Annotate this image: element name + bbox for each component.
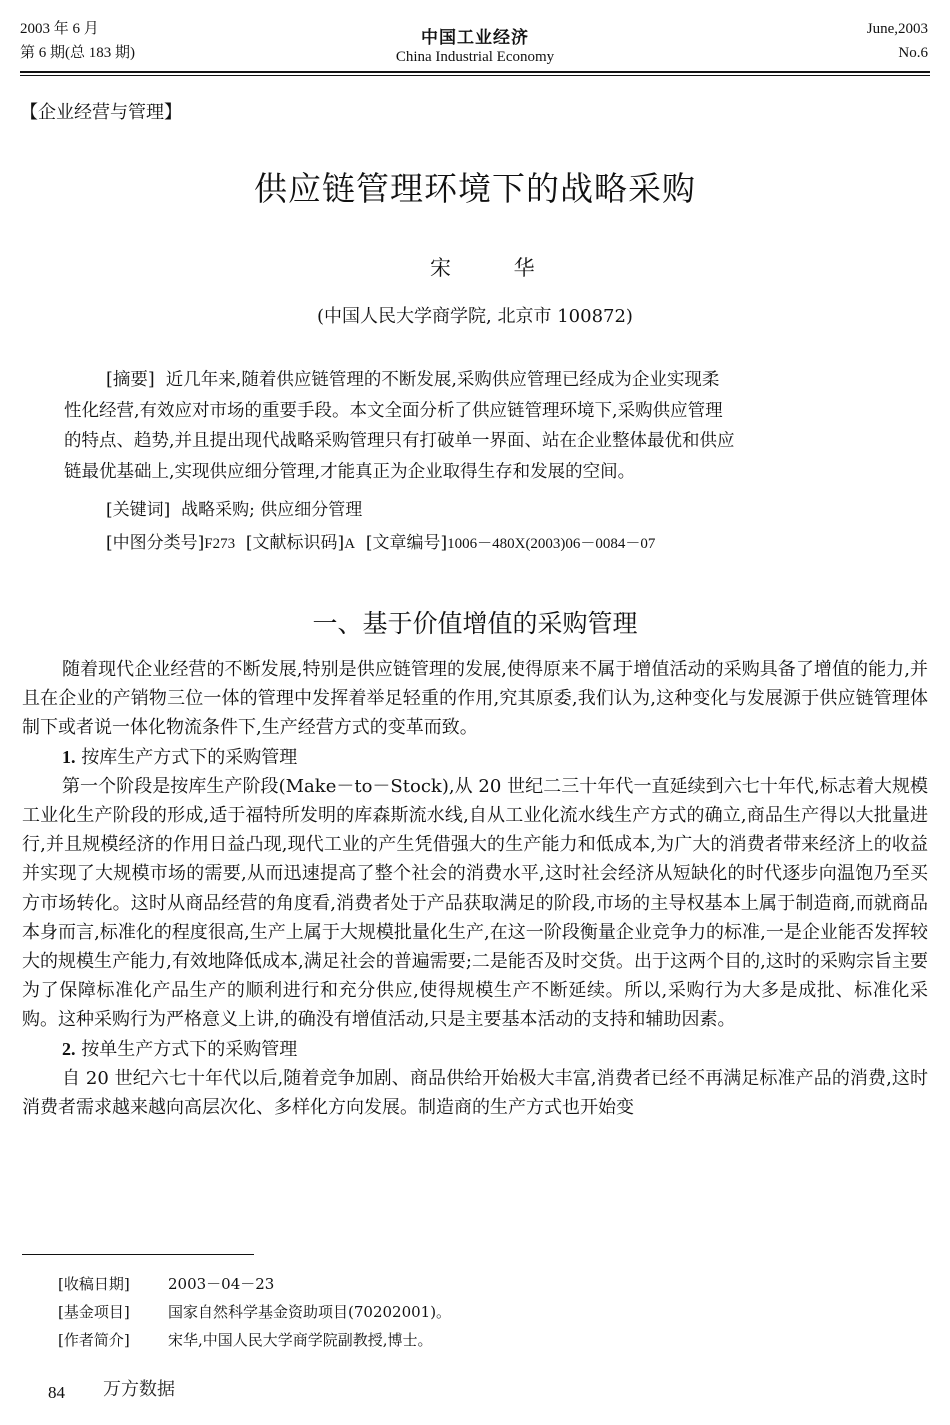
page-number: 84	[48, 1383, 65, 1402]
column-label: 【企业经营与管理】	[20, 102, 182, 123]
classification-line	[106, 528, 655, 559]
header-issue-cn: 第 6 期(总 183 期)	[20, 45, 135, 61]
footnote-label: [基金项目]	[58, 1303, 130, 1321]
body-paragraph: 随着现代企业经营的不断发展,特别是供应链管理的发展,使得原来不属于增值活动的采购具备了增值的能力,并且在企业的产销物三位一体的管理中发挥着举足轻重的作用,究其原委,我们认为,这种变化与发展源于供应链管理体制下或者说一体化物流条件下,生产经营方式的变革而致。	[22, 659, 928, 739]
clc-label: [中图分类号]	[106, 533, 205, 553]
footnote-text: 2003－04－23	[168, 1275, 275, 1293]
subsection-title: 按单生产方式下的采购管理	[81, 1038, 298, 1060]
author-name: 宋 华	[430, 256, 563, 280]
article-number: 1006－480X(2003)06－0084－07	[447, 536, 656, 552]
doc-code-label: [文献标识码]	[245, 533, 345, 553]
footnote-label: [作者简介]	[58, 1331, 130, 1349]
body-paragraph: 第一个阶段是按库生产阶段(Make－to－Stock),从 20 世纪二三十年代一直延续到六七十年代,标志着大规模工业化生产阶段的形成,适于福特所发明的库森斯流水线,自从工业化流水线生产方式的确立,商品生产得以大批量进行,并且规模经济的作用日益凸现,现代工业的产生凭借强大的生产能力和低成本,为广大的消费者带来经济上的收益并实现了大规模市场的需要,从而迅速提高了整个社会的消费水平,这时社会经济从短缺化的时代逐步向温饱乃至买方市场转化。这时从商品经营的角度看,消费者处于产品获取满足的阶段,市场的主导权基本上属于制造商,而就商品本身而言,标准化的程度很高,生产上属于大规模批量化生产,在这一阶段衡量企业竞争力的标准,一是企业能否发挥较大的规模生产能力,有效地降低成本,满足社会的普遍需要;二是能否及时交货。出于这两个目的,这时的采购宗旨主要为了保障标准化产品生产的顺利进行和充分供应,使得规模生产不断延续。所以,采购行为大多是成批、标准化采购。这种采购行为严格意义上讲,的确没有增值活动,只是主要基本活动的支持和辅助因素。	[22, 775, 928, 1031]
section-title: 一、基于价值增值的采购管理	[312, 609, 638, 638]
footnote-text: 宋华,中国人民大学商学院副教授,博士。	[168, 1331, 433, 1349]
header-date-en: June,2003	[866, 21, 928, 37]
journal-name-en: China Industrial Economy	[395, 49, 555, 65]
keywords	[106, 495, 362, 525]
header-date-cn: 2003 年 6 月	[20, 21, 99, 37]
footnote-funding	[58, 1298, 451, 1326]
subsection-number: 2.	[62, 1038, 76, 1059]
footnotes	[58, 1270, 451, 1354]
footnote-rule	[22, 1254, 254, 1255]
header-issue-en: No.6	[898, 45, 928, 61]
subsection-heading	[22, 1035, 928, 1064]
subsection-title: 按库生产方式下的采购管理	[81, 746, 298, 768]
doc-code: A	[344, 536, 356, 552]
body-text	[22, 655, 928, 1122]
paper-title: 供应链管理环境下的战略采购	[254, 169, 696, 208]
abstract-line: 性化经营,有效应对市场的重要手段。本文全面分析了供应链管理环境下,采购供应管理	[64, 400, 723, 421]
subsection-number: 1.	[62, 746, 76, 767]
keywords-text: 战略采购; 供应细分管理	[181, 500, 363, 520]
body-paragraph: 自 20 世纪六七十年代以后,随着竞争加剧、商品供给开始极大丰富,消费者已经不再满足标准产品的消费,这时消费者需求越来越向高层次化、多样化方向发展。制造商的生产方式也开始变	[22, 1067, 928, 1119]
footnote-author	[58, 1326, 451, 1354]
watermark: 万方数据	[103, 1379, 175, 1400]
abstract-line: 的特点、趋势,并且提出现代战略采购管理只有打破单一界面、站在企业整体最优和供应	[64, 431, 735, 451]
header-rule-thick	[20, 71, 930, 73]
subsection-heading	[22, 743, 928, 772]
abstract	[64, 365, 886, 487]
abstract-line: [摘要] 近几年来,随着供应链管理的不断发展,采购供应管理已经成为企业实现柔	[106, 370, 720, 390]
keywords-label: [关键词]	[106, 500, 171, 520]
footnote-label: [收稿日期]	[58, 1275, 130, 1293]
abstract-label: [摘要]	[106, 370, 155, 390]
footnote-received	[58, 1270, 451, 1298]
clc-code: F273	[204, 536, 236, 552]
header-rule-thin	[20, 75, 930, 76]
author-affiliation: (中国人民大学商学院, 北京市 100872)	[317, 306, 633, 327]
footnote-text: 国家自然科学基金资助项目(70202001)。	[168, 1303, 452, 1321]
journal-name-cn: 中国工业经济	[421, 28, 529, 48]
abstract-line: 链最优基础上,实现供应细分管理,才能真正为企业取得生存和发展的空间。	[64, 461, 636, 482]
article-number-label: [文章编号]	[365, 533, 448, 553]
